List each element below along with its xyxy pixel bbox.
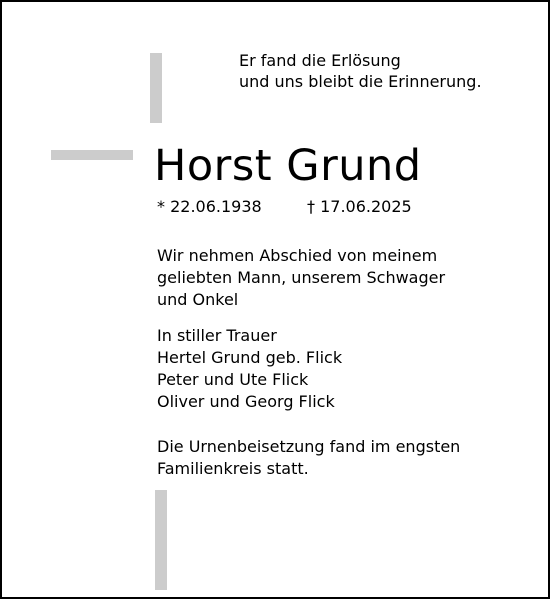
life-dates (157, 196, 412, 218)
cross-horizontal-bar (51, 150, 133, 160)
mourners-list (157, 325, 342, 413)
mourners-line: Hertel Grund geb. Flick (157, 348, 343, 367)
funeral-line: Die Urnenbeisetzung fand im engsten (157, 437, 461, 456)
mourners-line: Peter und Ute Flick (157, 370, 309, 389)
farewell-message (157, 245, 445, 311)
quote (239, 50, 482, 92)
message-line: und Onkel (157, 290, 239, 309)
quote-line: Er fand die Erlösung (239, 51, 401, 70)
quote-line: und uns bleibt die Erinnerung. (239, 72, 482, 91)
funeral-note (157, 436, 460, 480)
birth-date: * 22.06.1938 (157, 197, 262, 216)
deceased-name: Horst Grund (154, 141, 422, 191)
death-date: † 17.06.2025 (307, 197, 412, 216)
cross-top-bar (150, 53, 162, 123)
message-line: Wir nehmen Abschied von meinem (157, 246, 438, 265)
cross-bottom-bar (155, 490, 167, 590)
mourners-line: Oliver und Georg Flick (157, 392, 335, 411)
mourners-line: In stiller Trauer (157, 326, 277, 345)
message-line: geliebten Mann, unserem Schwager (157, 268, 446, 287)
funeral-line: Familienkreis statt. (157, 459, 309, 478)
